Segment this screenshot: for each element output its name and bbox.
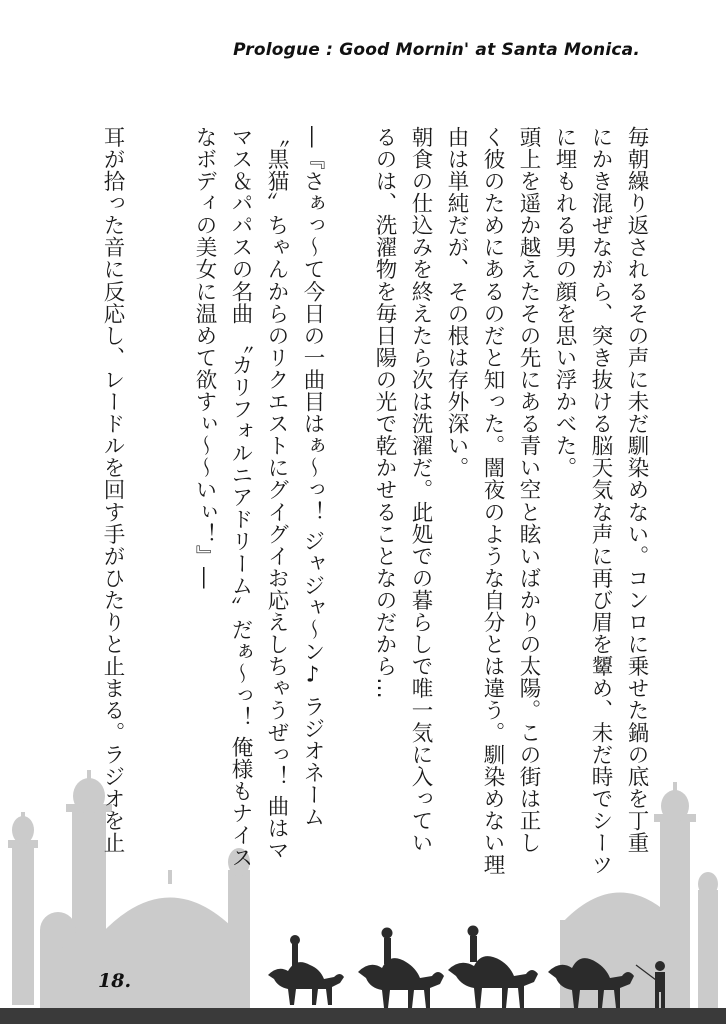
- text-line: 由は単純だが、その根は存外深い。: [444, 126, 469, 479]
- text-line: 頭上を遥か越えたその先にある青い空と眩いばかりの太陽。この街は正し: [516, 126, 541, 854]
- text-line: ―『さぁっ〜て今日の一曲目はぁ〜っ！ ジャジャ〜ン♪ ラジオネーム: [300, 126, 325, 828]
- text-line: く彼のためにあるのだと知った。闇夜のような自分とは違う。馴染めない理: [480, 126, 505, 876]
- page-number: 18.: [98, 970, 132, 992]
- text-line: にかき混ぜながら、突き抜ける脳天気な声に再び眉を顰め、未だ時でシーツ: [588, 126, 613, 876]
- chapter-title: Prologue : Good Mornin' at Santa Monica.: [233, 40, 640, 60]
- text-line: に埋もれる男の顔を思い浮かべた。: [552, 126, 577, 479]
- text-line: [330, 126, 366, 986]
- text-line: マス＆パパスの名曲 〝カリフォルニアドリーム〟だぁ〜っ！ 俺様もナイス: [228, 126, 253, 869]
- text-line: 毎朝繰り返されるその声に未だ馴染めない。コンロに乗せた鍋の底を丁重: [624, 126, 649, 854]
- text-line: 朝食の仕込みを終えたら次は洗濯だ。此処での暮らしで唯一気に入ってい: [408, 126, 433, 854]
- text-line: [150, 126, 186, 986]
- text-line: 耳が拾った音に反応し、レードルを回す手がひたりと止まる。ラジオを止: [100, 126, 125, 854]
- text-line: なボディの美女に温めて欲すぃ〜〜いぃ！』―: [192, 126, 217, 590]
- text-line: るのは、洗濯物を毎日陽の光で乾かせることなのだから…: [372, 126, 397, 700]
- text-line: 〝黒猫〟ちゃんからのリクエストにグイグイお応えしちゃうぜっ！ 曲はマ: [264, 126, 289, 862]
